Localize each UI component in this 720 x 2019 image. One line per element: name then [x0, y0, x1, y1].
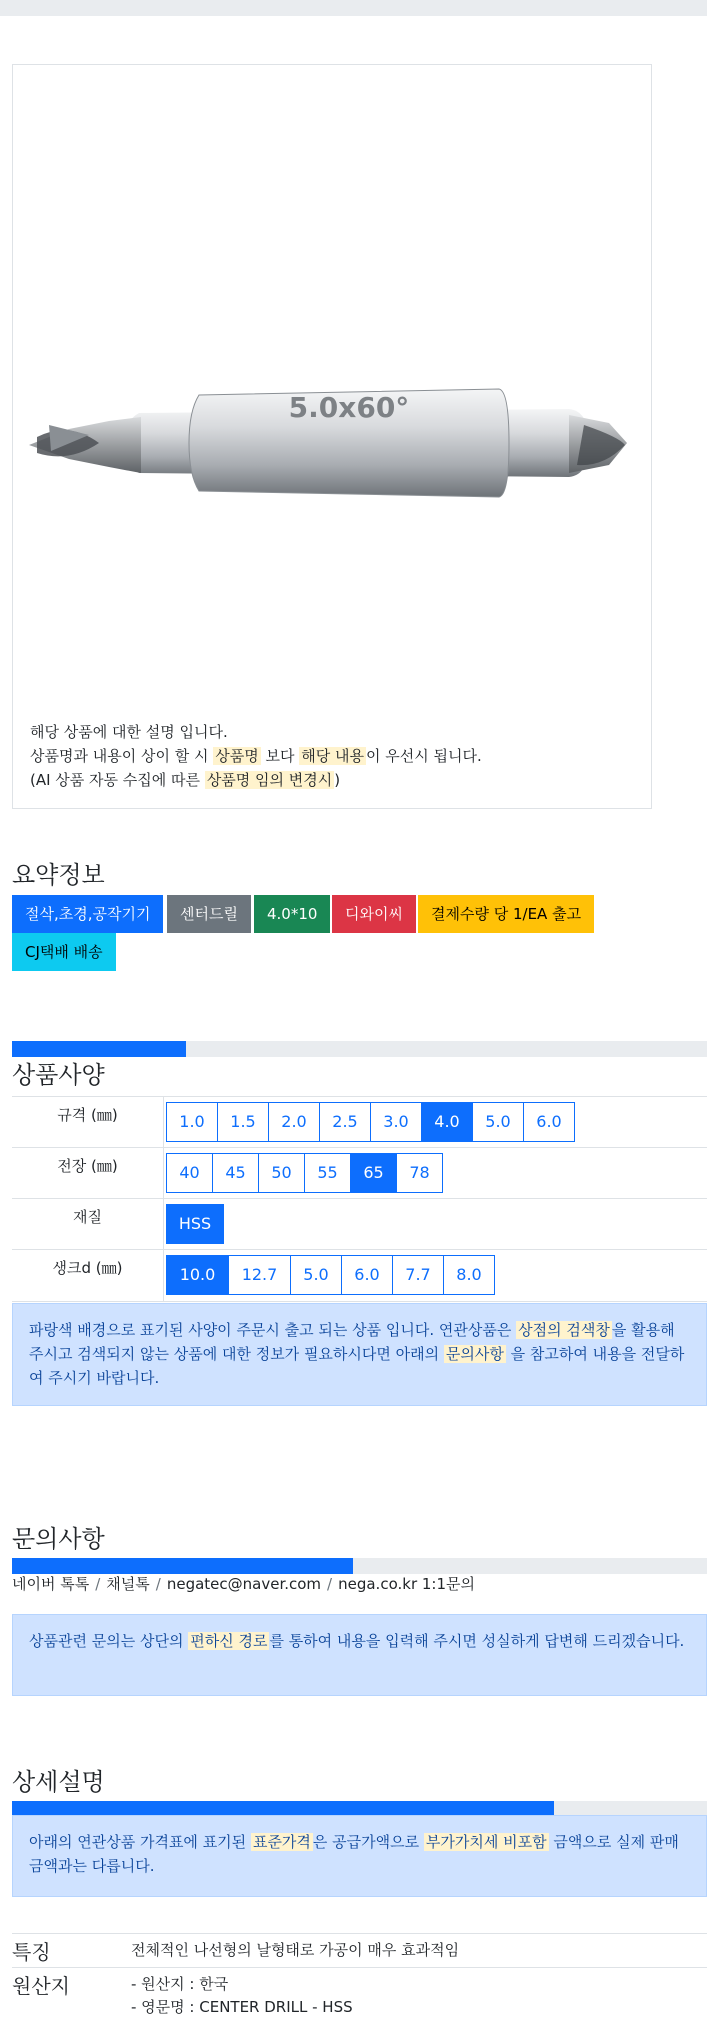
- notice-highlight: 문의사항: [445, 1345, 504, 1363]
- category-badge: 절삭,초경,공작기기: [12, 895, 163, 933]
- option-button[interactable]: 7.7: [392, 1255, 444, 1295]
- detail-value-line: - 원산지 : 한국: [131, 1975, 229, 1993]
- option-button[interactable]: 45: [212, 1153, 259, 1193]
- channel-talk-link[interactable]: 채널톡: [106, 1575, 150, 1593]
- detail-notice: [12, 1815, 707, 1897]
- notice-text: 상품명과 내용이 상이 할 시: [30, 747, 209, 765]
- notice-text: 보다: [265, 747, 295, 765]
- option-button[interactable]: 5.0: [472, 1102, 524, 1142]
- inquiry-notice: [12, 1614, 707, 1696]
- product-image-card: [12, 64, 652, 809]
- spec-title: 상품사양: [12, 1061, 105, 1089]
- separator: /: [155, 1575, 161, 1593]
- type-badge: 센터드릴: [167, 895, 251, 933]
- site-inquiry-link[interactable]: nega.co.kr 1:1문의: [338, 1575, 475, 1593]
- option-button-selected[interactable]: 10.0: [166, 1255, 229, 1295]
- drill-engraving: 5.0x60°: [288, 391, 410, 424]
- notice-text: ): [334, 771, 341, 789]
- detail-value: [131, 1939, 459, 1962]
- notice-text: 을 참고하여 내용을 전달하여 주시기 바랍니다.: [29, 1345, 685, 1387]
- spec-row-shank: [12, 1249, 707, 1300]
- email-link[interactable]: negatec@naver.com: [166, 1575, 322, 1593]
- notice-highlight: 상품명: [215, 747, 259, 765]
- product-notice: [30, 720, 640, 792]
- detail-row-feature: [12, 1933, 707, 1967]
- notice-text: 금액으로 실제 판매금액과는 다릅니다.: [29, 1833, 679, 1875]
- spec-label: 생크d (㎜): [12, 1250, 164, 1301]
- option-button[interactable]: 6.0: [523, 1102, 575, 1142]
- spec-label: 규격 (㎜): [12, 1097, 164, 1148]
- naver-talk-link[interactable]: 네이버 톡톡: [12, 1575, 90, 1593]
- spec-notice: [12, 1303, 707, 1406]
- option-button[interactable]: 2.5: [319, 1102, 371, 1142]
- detail-value-line: 전체적인 나선형의 날형태로 가공이 매우 효과적임: [131, 1941, 460, 1959]
- option-button[interactable]: 50: [258, 1153, 305, 1193]
- notice-text: 를 통하여 내용을 입력해 주시면 성실하게 답변해 드리겠습니다.: [269, 1632, 685, 1650]
- option-button-selected[interactable]: HSS: [166, 1204, 224, 1244]
- size-badge: 4.0*10: [254, 895, 330, 933]
- notice-text: 은 공급가액으로: [312, 1833, 420, 1851]
- inquiry-progress-fill: [12, 1558, 353, 1574]
- option-button[interactable]: 6.0: [341, 1255, 393, 1295]
- notice-line-3: [30, 768, 640, 792]
- detail-key: 특징: [12, 1940, 51, 1964]
- notice-text: 상품관련 문의는 상단의: [29, 1632, 184, 1650]
- option-button-selected[interactable]: 4.0: [421, 1102, 473, 1142]
- quantity-badge: 결제수량 당 1/EA 출고: [418, 895, 594, 933]
- notice-highlight: 부가가치세 비포함: [425, 1833, 547, 1851]
- maker-badge: 디와이씨: [332, 895, 416, 933]
- option-button[interactable]: 55: [304, 1153, 351, 1193]
- detail-value: [131, 1973, 353, 2019]
- spec-table: [12, 1096, 707, 1302]
- notice-line-1: 해당 상품에 대한 설명 입니다.: [30, 723, 228, 741]
- spec-row-length: [12, 1147, 707, 1198]
- notice-text: (AI 상품 자동 수집에 따른: [30, 771, 201, 789]
- notice-text: 이 우선시 됩니다.: [366, 747, 482, 765]
- notice-highlight: 표준가격: [252, 1833, 311, 1851]
- spec-label: 전장 (㎜): [12, 1148, 164, 1199]
- option-button[interactable]: 40: [166, 1153, 213, 1193]
- inquiry-title: 문의사항: [12, 1525, 105, 1553]
- separator: /: [95, 1575, 101, 1593]
- option-button[interactable]: 1.5: [217, 1102, 269, 1142]
- notice-highlight: 편하신 경로: [190, 1632, 268, 1650]
- notice-text: 을 활용해 주시고 검색되지 않는 상품에 대한 정보가 필요하시다면 아래의: [29, 1321, 675, 1363]
- option-button[interactable]: 8.0: [443, 1255, 495, 1295]
- detail-row-origin: [12, 1967, 707, 2019]
- notice-highlight: 상품명 임의 변경시: [206, 771, 333, 789]
- notice-highlight: 상점의 검색창: [518, 1321, 610, 1339]
- option-button[interactable]: 78: [396, 1153, 443, 1193]
- notice-text: 아래의 연관상품 가격표에 표기된: [29, 1833, 247, 1851]
- notice-line-2: [30, 744, 640, 768]
- notice-highlight: 해당 내용: [301, 747, 365, 765]
- shipping-badge: CJ택배 배송: [12, 933, 116, 971]
- contact-channels: [12, 1573, 475, 1594]
- center-drill-image: [29, 325, 639, 565]
- detail-key: 원산지: [12, 1974, 70, 1998]
- spec-progress-bar: [12, 1041, 707, 1057]
- detail-title: 상세설명: [12, 1768, 105, 1796]
- notice-text: 파랑색 배경으로 표기된 사양이 주문시 출고 되는 상품 입니다. 연관상품은: [29, 1321, 512, 1339]
- option-button[interactable]: 2.0: [268, 1102, 320, 1142]
- spec-row-material: [12, 1198, 707, 1249]
- option-button[interactable]: 3.0: [370, 1102, 422, 1142]
- option-button[interactable]: 1.0: [166, 1102, 218, 1142]
- inquiry-progress-bar: [12, 1558, 707, 1574]
- option-button-selected[interactable]: 65: [350, 1153, 397, 1193]
- spec-row-size: [12, 1096, 707, 1147]
- summary-title: 요약정보: [12, 861, 105, 889]
- spec-label: 재질: [12, 1199, 164, 1250]
- separator: /: [327, 1575, 333, 1593]
- top-bar: [0, 0, 707, 16]
- detail-value-line: - 영문명 : CENTER DRILL - HSS: [131, 1998, 353, 2016]
- option-button[interactable]: 12.7: [228, 1255, 291, 1295]
- option-button[interactable]: 5.0: [290, 1255, 342, 1295]
